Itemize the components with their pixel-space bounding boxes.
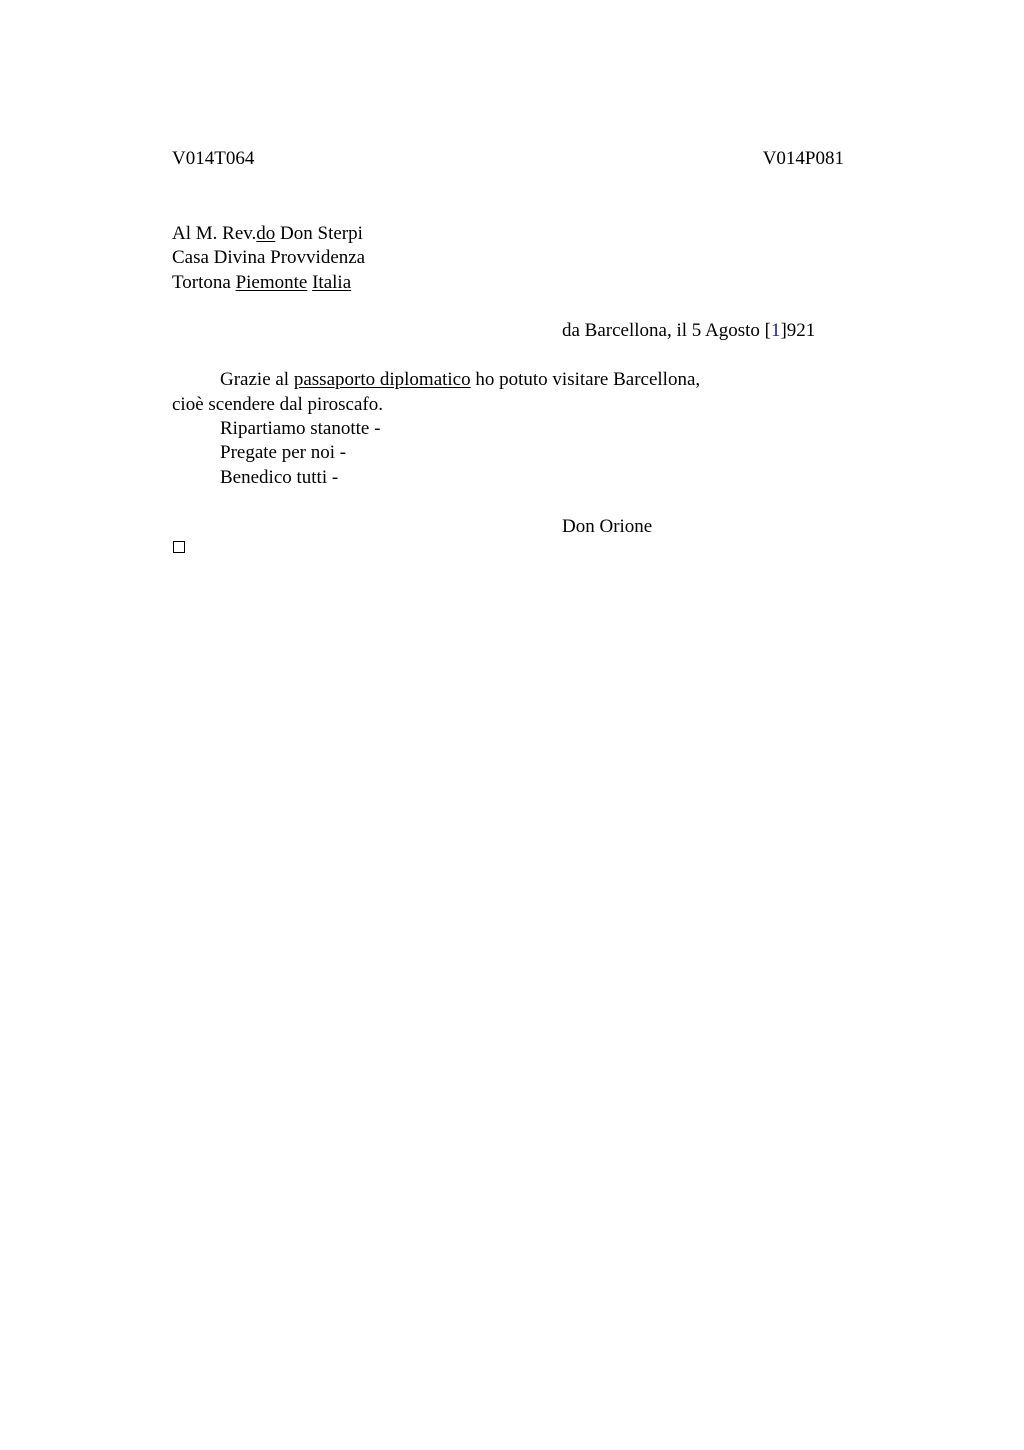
address-line-1 bbox=[172, 224, 363, 243]
address-line-3 bbox=[172, 273, 351, 292]
body-paragraph-1-continuation: cioè scendere dal piroscafo. bbox=[172, 394, 384, 415]
body-line-4: Benedico tutti - bbox=[220, 467, 339, 488]
dateline-bracket-digit: 1 bbox=[770, 320, 781, 341]
body-paragraph-1 bbox=[220, 370, 700, 389]
body-para1-underlined: passaporto diplomatico bbox=[293, 369, 471, 390]
right-reference-code: V014P081 bbox=[762, 148, 844, 169]
body-para1-prefix: Grazie al bbox=[220, 369, 294, 390]
address-recipient: Don Sterpi bbox=[275, 223, 363, 244]
address-country: Italia bbox=[312, 272, 352, 293]
address-abbrev-underlined: do bbox=[256, 223, 276, 244]
body-line-2: Ripartiamo stanotte - bbox=[220, 418, 381, 439]
dateline-prefix: da Barcellona, il 5 Agosto [ bbox=[562, 320, 771, 341]
dateline-suffix: ]921 bbox=[780, 320, 816, 341]
address-line-2: Casa Divina Provvidenza bbox=[172, 247, 366, 268]
address-city: Tortona bbox=[172, 272, 236, 293]
left-reference-code: V014T064 bbox=[172, 148, 255, 169]
signature: Don Orione bbox=[562, 516, 653, 537]
body-line-3: Pregate per noi - bbox=[220, 442, 347, 463]
dateline bbox=[562, 321, 815, 340]
address-salutation: Al M. Rev. bbox=[172, 223, 257, 244]
body-para1-suffix: ho potuto visitare Barcellona, bbox=[470, 369, 701, 390]
address-region: Piemonte bbox=[235, 272, 308, 293]
square-icon bbox=[173, 541, 185, 553]
